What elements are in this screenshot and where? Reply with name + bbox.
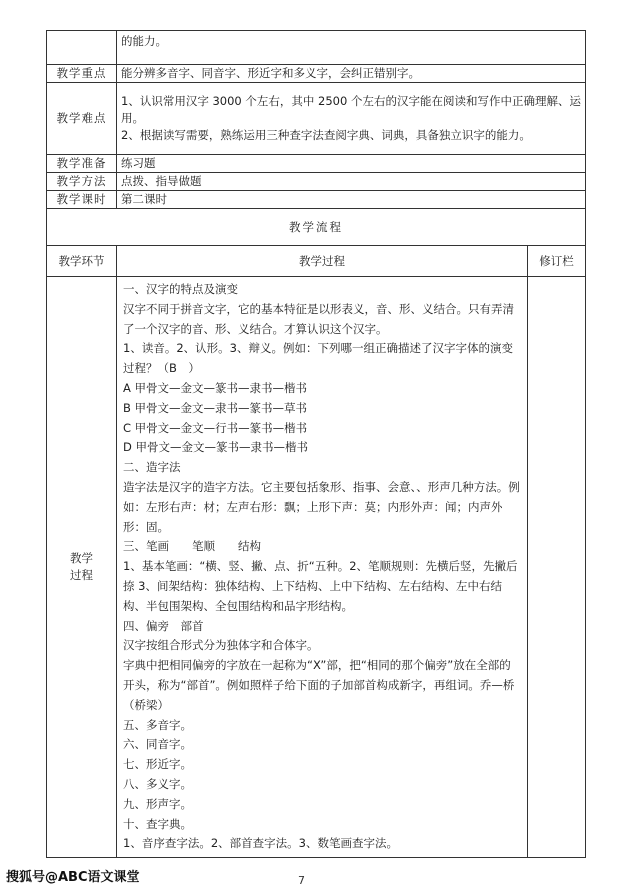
- table-row: [47, 209, 586, 246]
- lesson-plan-table: [46, 30, 586, 858]
- process-row: [47, 277, 586, 858]
- process-line: 四、偏旁 部首: [123, 618, 204, 633]
- process-column-header: 教学过程: [117, 246, 528, 277]
- process-line: B 甲骨文—金文—隶书—篆书—草书: [123, 400, 308, 415]
- method-text: 点拨、指导做题: [117, 173, 586, 191]
- method-label: 教学方法: [47, 173, 117, 191]
- process-line: 1、读音。2、认形。3、辩义。例如：下列哪一组正确描述了汉字字体的演变过程？（B ）: [123, 341, 513, 376]
- stage-label-cell: [47, 277, 117, 858]
- process-line: 十、查字典。: [123, 816, 192, 831]
- key-points-text: 能分辨多音字、同音字、形近字和多义字，会纠正错别字。: [117, 65, 586, 83]
- process-line: 二、造字法: [123, 460, 181, 475]
- process-content-cell: [117, 277, 528, 858]
- ability-tail-text: 的能力。: [117, 31, 586, 65]
- table-row: [47, 83, 586, 155]
- process-line: C 甲骨文—金文—行书—篆书—楷书: [123, 420, 308, 435]
- process-line: 七、形近字。: [123, 757, 192, 772]
- process-line: 九、形声字。: [123, 796, 192, 811]
- revision-column-header: 修订栏: [528, 246, 586, 277]
- stage-label-line1: 教学: [70, 551, 93, 566]
- difficulty-item-1: 1、认识常用汉字 3000 个左右，其中 2500 个左右的汉字能在阅读和写作中正确理解、运用。: [121, 94, 581, 125]
- prep-text: 练习题: [117, 155, 586, 173]
- stage-label-line2: 过程: [70, 568, 93, 583]
- blank-label-cell: [47, 31, 117, 65]
- revision-cell: [528, 277, 586, 858]
- table-row: [47, 191, 586, 209]
- process-line: 1、音序查字法。2、部首查字法。3、数笔画查字法。: [123, 836, 398, 851]
- flow-header-row: [47, 246, 586, 277]
- table-row: [47, 31, 586, 65]
- process-line: 三、笔画 笔顺 结构: [123, 539, 261, 554]
- process-line: 五、多音字。: [123, 717, 192, 732]
- period-label: 教学课时: [47, 191, 117, 209]
- table-row: [47, 65, 586, 83]
- process-line: A 甲骨文—金文—篆书—隶书—楷书: [123, 380, 308, 395]
- flow-title: 教学流程: [47, 209, 586, 246]
- key-points-label: 教学重点: [47, 65, 117, 83]
- process-line: 一、汉字的特点及演变: [123, 282, 238, 296]
- process-line: 汉字不同于拼音文字，它的基本特征是以形表义，音、形、义结合。只有弄清了一个汉字的音、形、义结合。才算认识这个汉字。: [123, 301, 514, 336]
- difficulty-label: 教学难点: [47, 83, 117, 155]
- process-line: D 甲骨文—金文—篆书—隶书—楷书: [123, 440, 309, 455]
- prep-label: 教学准备: [47, 155, 117, 173]
- stage-column-header: 教学环节: [47, 246, 117, 277]
- process-line: 六、同音字。: [123, 737, 192, 752]
- process-line: 汉字按组合形式分为独体字和合体字。: [123, 638, 319, 653]
- page-number: 7: [298, 874, 305, 887]
- difficulty-item-2: 2、根据读写需要，熟练运用三种查字法查阅字典、词典，具备独立识字的能力。: [121, 128, 531, 142]
- process-line: 1、基本笔画：“横、竖、撇、点、折“五种。2、笔顺规则：先横后竖，先撇后捺 3、间架结构：独体结构、上下结构、上中下结构、左右结构、左中右结构、半包围架构、全包围结构和品字形结构。: [123, 559, 518, 613]
- watermark: 搜狐号@ABC语文课堂: [6, 870, 140, 885]
- period-text: 第二课时: [117, 191, 586, 209]
- process-line: 八、多义字。: [123, 776, 192, 791]
- difficulty-cell: [117, 83, 586, 155]
- process-line: 造字法是汉字的造字方法。它主要包括象形、指事、会意、、形声几种方法。例如：左形右声：材；左声右形：飘；上形下声：莫；内形外声：闻；内声外形：固。: [123, 479, 520, 534]
- table-row: [47, 173, 586, 191]
- table-row: [47, 155, 586, 173]
- process-line: 字典中把相同偏旁的字放在一起称为“X”部，把“相同的那个偏旁”放在全部的开头，称为“部首”。例如照样子给下面的子加部首构成新字，再组词。乔—桥（桥梁）: [123, 658, 515, 712]
